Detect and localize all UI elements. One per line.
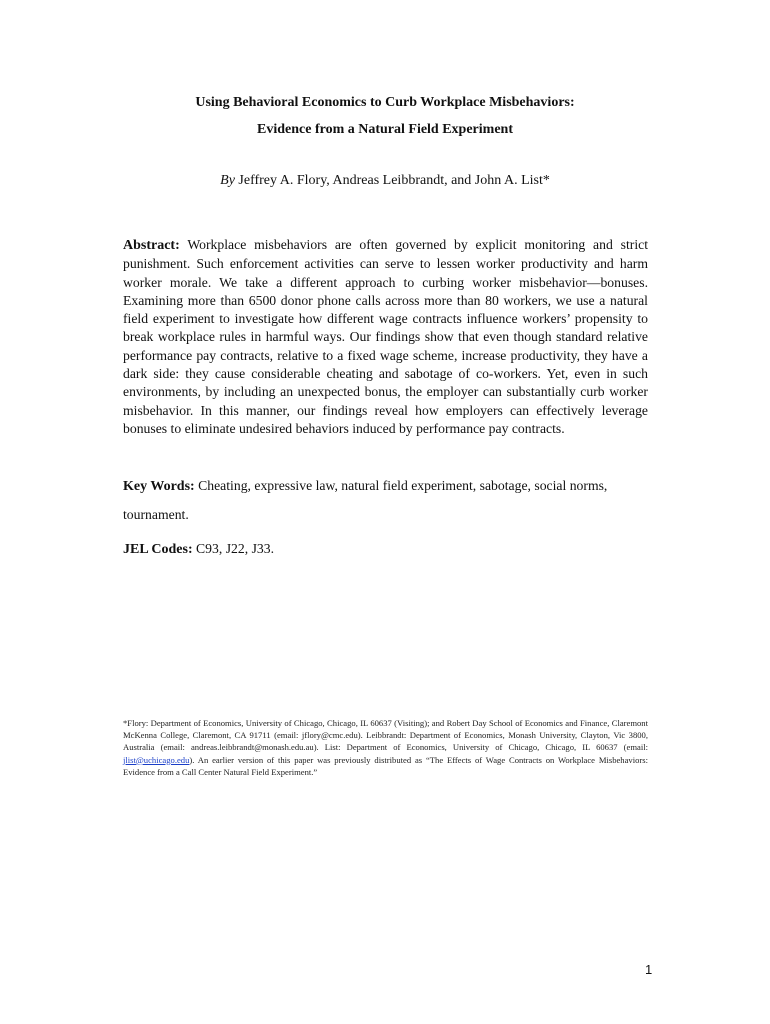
- footnote-text-after-link: ). An earlier version of this paper was previously distributed as “The Effects of Wage Contracts on Workplace Misbehaviors: Evidence from a Call Center Natural Field Experiment.”: [123, 754, 648, 777]
- keywords-label: Key Words:: [123, 479, 195, 494]
- author-byline: [0, 172, 770, 190]
- abstract-text: Workplace misbehaviors are often governed by explicit monitoring and strict punishment. Such enforcement activities can serve to lessen worker productivity and harm worker morale. We take a different approach to curbing worker misbehavior—bonuses. Examining more than 6500 donor phone calls across more than 80 workers, we use a natural field experiment to investigate how different wage contracts influence workers’ propensity to break workplace rules in harmful ways. Our findings show that even though standard relative performance pay contracts, relative to a fixed wage scheme, increase productivity, they have a dark side: they cause considerable cheating and sabotage of co-workers. Yet, even in such environments, by including an unexpected bonus, the employer can substantially curb worker misbehavior. In this manner, our findings reveal how employers can effectively leverage bonuses to eliminate undesired behaviors induced by performance pay contracts.: [123, 237, 648, 436]
- jel-codes-text: C93, J22, J33.: [192, 541, 275, 556]
- page-number: 1: [645, 962, 653, 977]
- footnote-text-before-link: *Flory: Department of Economics, University of Chicago, Chicago, IL 60637 (Visiting); and Robert Day School of Economics and Finance, Claremont McKenna College, Claremont, CA 91711 (email: jflory@cmc.edu). Leibbrandt: Department of Economics, Monash University, Clayton, Vic 3800, Australia (email: andreas.leibbrandt@monash.edu.au). List: Department of Economics, University of Chicago, Chicago, IL 60637 (email:: [123, 718, 648, 753]
- paper-title-line-1: Using Behavioral Economics to Curb Workplace Misbehaviors:: [195, 95, 575, 110]
- jel-codes-label: JEL Codes:: [123, 542, 193, 557]
- author-footnote: [123, 717, 648, 778]
- author-names: Jeffrey A. Flory, Andreas Leibbrandt, and John A. List*: [234, 173, 550, 188]
- abstract-paragraph: [123, 236, 648, 438]
- keywords-paragraph: [123, 472, 648, 529]
- jel-codes-paragraph: [123, 540, 648, 559]
- paper-title-line-2: Evidence from a Natural Field Experiment: [257, 122, 513, 137]
- email-link[interactable]: jlist@uchicago.edu: [123, 754, 190, 765]
- abstract-label: Abstract:: [123, 238, 180, 253]
- keywords-text: Cheating, expressive law, natural field experiment, sabotage, social norms, tournament.: [123, 478, 608, 522]
- byline-prefix: By: [220, 173, 235, 188]
